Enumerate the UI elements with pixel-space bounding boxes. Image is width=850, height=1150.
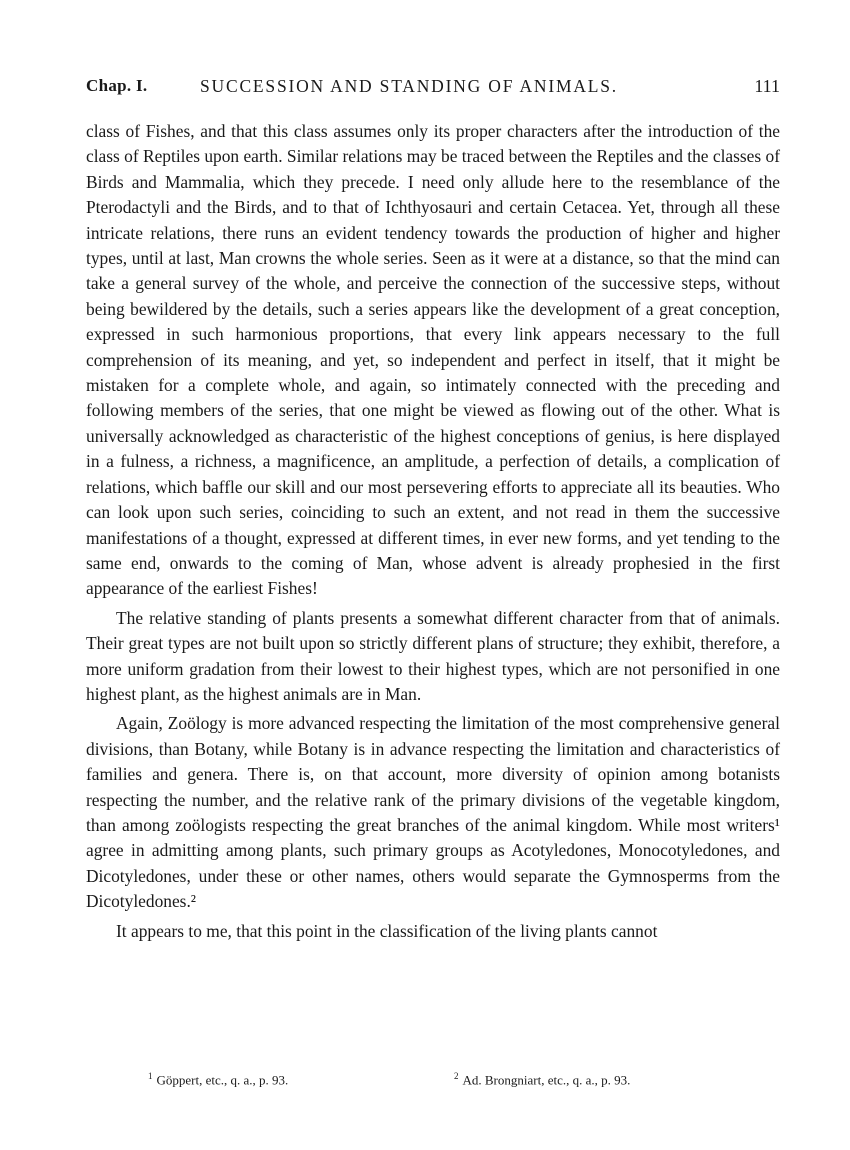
running-title: SUCCESSION AND STANDING OF ANIMALS. — [200, 76, 618, 96]
footnote-2-text: Ad. Brongniart, etc., q. a., p. 93. — [462, 1072, 631, 1088]
paragraph-zoology-botany: Again, Zoölogy is more advanced respecting the limitation of the most comprehensive general divisions, than Botany, while Botany is in advance respecting the limitation and characteristics of families and genera. There is, on that account, more diversity of opinion among botanists respecting the number, and the relative rank of the primary divisions of the vegetable kingdom, than among zoölogists respecting the great branches of the animal kingdom. While most writers¹ agree in admitting among plants, such primary groups as Acotyledones, Monocotyledones, and Dicotyledones, under these or other names, others would separate the Gymnosperms from the Dicotyledones.² — [86, 713, 780, 912]
footnotes — [86, 1071, 780, 1091]
running-head — [86, 76, 780, 100]
page-number: 111 — [754, 76, 780, 96]
paragraph-plants-standing: The relative standing of plants presents a somewhat different character from that of animals. Their great types are not built upon so strictly different plans of structure; they exhibit, therefore, a more uniform gradation from their lowest to their highest types, which are not personified in one highest plant, as the highest animals are in Man. — [86, 607, 780, 704]
footnote-1-mark: 1 — [148, 1071, 153, 1081]
body-text — [86, 119, 780, 944]
footnote-1 — [148, 1071, 288, 1088]
footnote-2-mark: 2 — [454, 1071, 459, 1081]
paragraph-classification: It appears to me, that this point in the classification of the living plants cannot — [116, 920, 658, 941]
footnote-2 — [454, 1071, 630, 1088]
chapter-label: Chap. I. — [86, 76, 148, 95]
footnote-1-text: Göppert, etc., q. a., p. 93. — [156, 1072, 289, 1088]
paragraph-continued: class of Fishes, and that this class assumes only its proper characters after the introduction of the class of Reptiles upon earth. Similar relations may be traced between the Reptiles and the classes of Birds and Mammalia, which they precede. I need only allude here to the resemblance of the Pterodactyli and the Birds, and to that of Ichthyosauri and certain Cetacea. Yet, through all these intricate relations, there runs an evident tendency towards the production of higher and higher types, until at last, Man crowns the whole series. Seen as it were at a distance, so that the mind can take a general survey of the whole, and perceive the connection of the successive steps, without being bewildered by the details, such a series appears like the development of a great conception, expressed in such harmonious proportions, that every link appears necessary to the full comprehension of its meaning, and yet, so independent and perfect in itself, that it might be mistaken for a complete whole, and again, so intimately connected with the preceding and following members of the series, that one might be viewed as flowing out of the other. What is universally acknowledged as characteristic of the highest conceptions of genius, is here displayed in a fulness, a richness, a magnificence, an amplitude, a perfection of details, a complication of relations, which baffle our skill and our most persevering efforts to appreciate all its beauties. Who can look upon such series, coinciding to such an extent, and not read in them the successive manifestations of a thought, expressed at different times, in ever new forms, and yet tending to the same end, onwards to the coming of Man, whose advent is already prophesied in the first appearance of the earliest Fishes! — [86, 121, 780, 599]
